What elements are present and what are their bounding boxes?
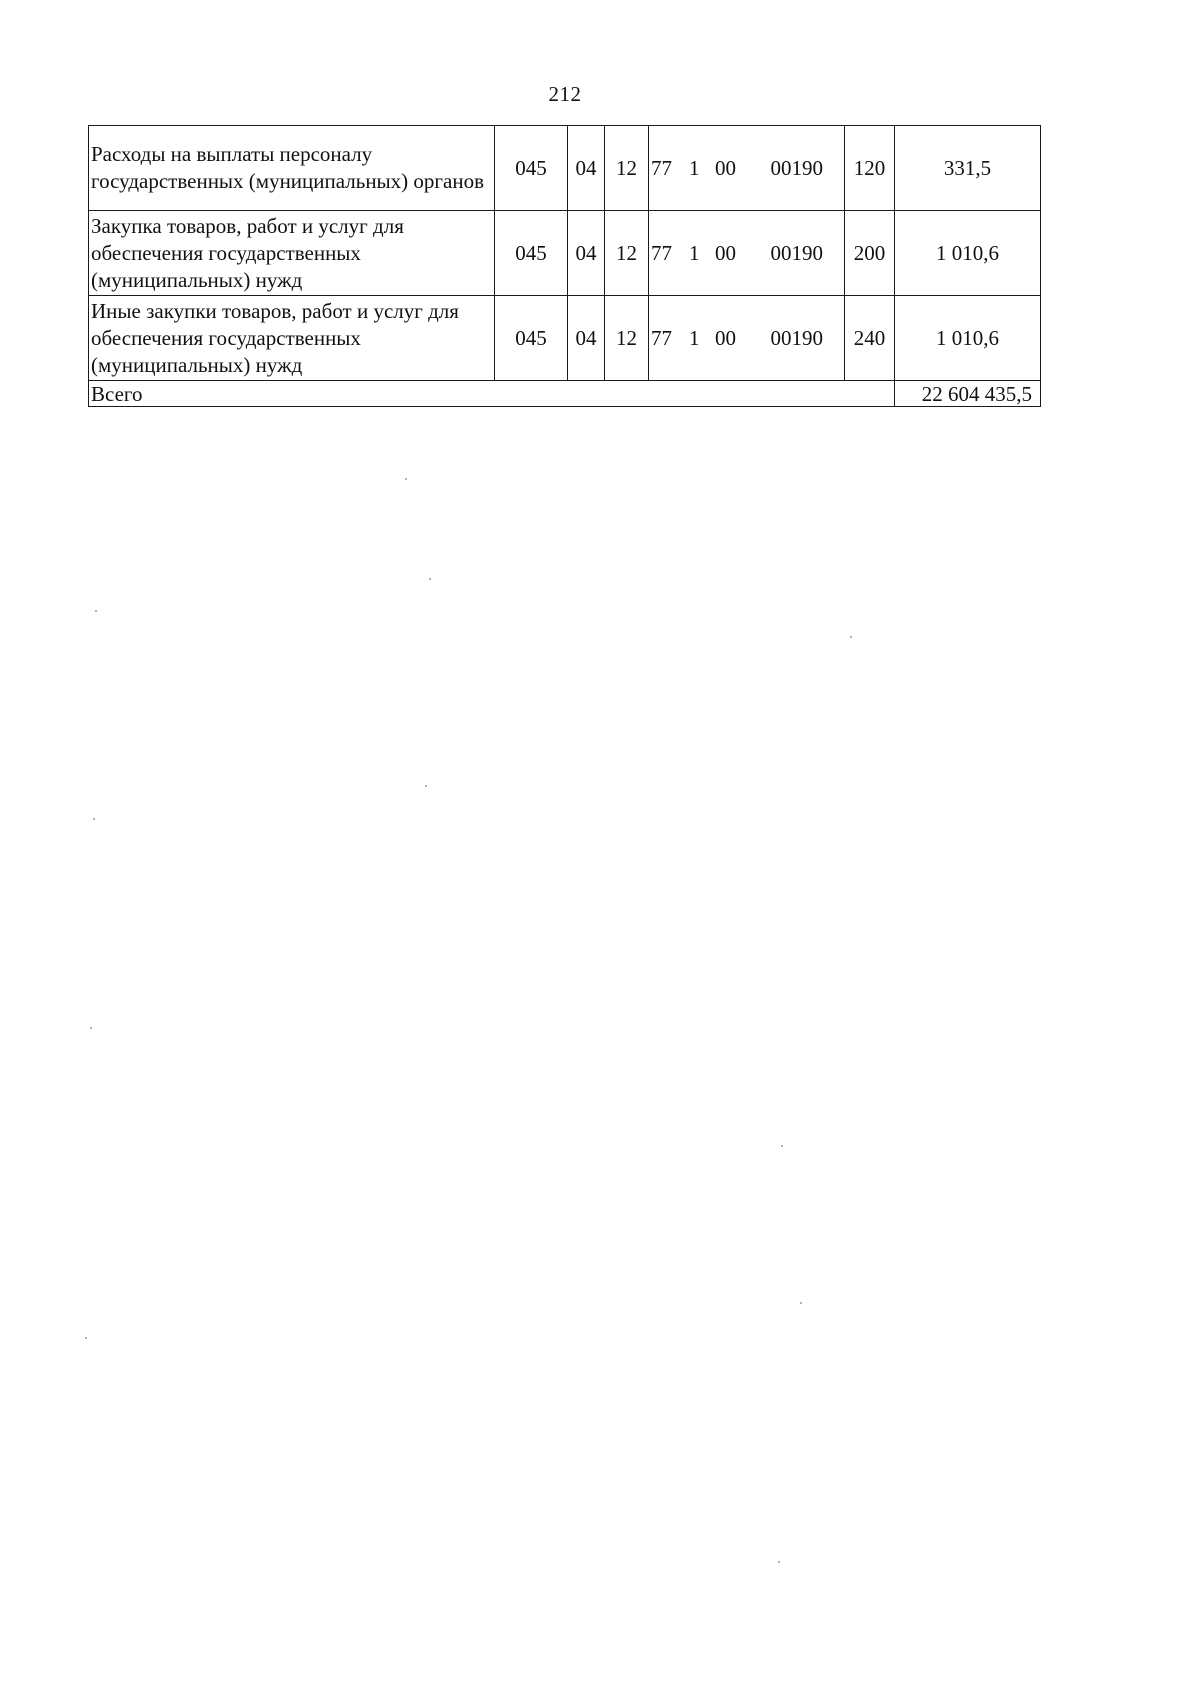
scan-speck (425, 785, 427, 787)
scan-speck (429, 578, 431, 580)
program-code-part: 00190 (770, 325, 823, 350)
ministry-code: 045 (495, 126, 568, 211)
scan-speck (781, 1145, 783, 1147)
scan-speck (95, 610, 97, 612)
program-code (649, 211, 845, 296)
subsection-code: 12 (605, 296, 649, 381)
program-code-part: 00 (715, 325, 736, 350)
section-code: 04 (568, 211, 605, 296)
subsection-code: 12 (605, 126, 649, 211)
program-code-part: 00190 (770, 155, 823, 180)
expense-type-code: 200 (845, 211, 895, 296)
row-description: Иные закупки товаров, работ и услуг для обеспечения государственных (муниципальных) нужд (89, 296, 495, 381)
expense-type-code: 120 (845, 126, 895, 211)
table-row (89, 296, 1041, 381)
scan-speck (85, 1337, 87, 1339)
program-code-part: 77 (651, 240, 672, 265)
total-label: Всего (89, 381, 895, 407)
total-row (89, 381, 1041, 407)
program-code-part: 00 (715, 155, 736, 180)
scan-speck (778, 1561, 780, 1563)
row-description: Закупка товаров, работ и услуг для обеспечения государственных (муниципальных) нужд (89, 211, 495, 296)
program-code-part: 1 (689, 155, 700, 180)
program-code (649, 126, 845, 211)
section-code: 04 (568, 126, 605, 211)
ministry-code: 045 (495, 296, 568, 381)
table-row (89, 211, 1041, 296)
program-code-part: 00190 (770, 240, 823, 265)
subsection-code: 12 (605, 211, 649, 296)
ministry-code: 045 (495, 211, 568, 296)
budget-table (88, 125, 1041, 407)
scan-speck (405, 478, 407, 480)
program-code (649, 296, 845, 381)
program-code-part: 77 (651, 155, 672, 180)
page-number: 212 (548, 82, 582, 106)
program-code-part: 77 (651, 325, 672, 350)
program-code-part: 00 (715, 240, 736, 265)
program-code-part: 1 (689, 325, 700, 350)
table-row (89, 126, 1041, 211)
scan-speck (800, 1302, 802, 1304)
scan-speck (90, 1027, 92, 1029)
scan-speck (93, 818, 95, 820)
row-description: Расходы на выплаты персоналу государственных (муниципальных) органов (89, 126, 495, 211)
row-amount: 331,5 (895, 126, 1041, 211)
section-code: 04 (568, 296, 605, 381)
scan-speck (850, 636, 852, 638)
row-amount: 1 010,6 (895, 211, 1041, 296)
row-amount: 1 010,6 (895, 296, 1041, 381)
total-amount: 22 604 435,5 (895, 381, 1041, 407)
program-code-part: 1 (689, 240, 700, 265)
expense-type-code: 240 (845, 296, 895, 381)
